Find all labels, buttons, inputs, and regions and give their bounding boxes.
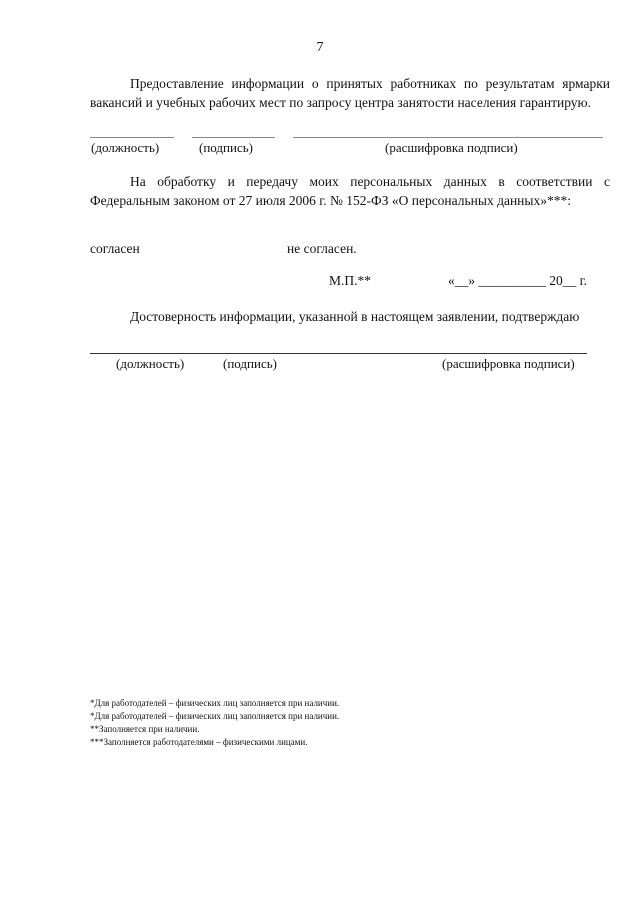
signature-label: (подпись)	[199, 140, 253, 155]
footnote: **Заполняется при наличии.	[90, 724, 200, 734]
personal-data-paragraph: На обработку и передачу моих персональных данных в соответствии с Федеральным законом от 27 июля 2006 г. № 152-ФЗ «О персональных данных»***:	[90, 174, 610, 208]
stamp-place-label: М.П.**	[329, 273, 372, 288]
confirmation-signature-line	[90, 353, 587, 354]
decoding-label-2: (расшифровка подписи)	[442, 356, 575, 371]
footnote: ***Заполняется работодателями – физическими лицами.	[90, 737, 308, 747]
signature-label-2: (подпись)	[223, 356, 277, 371]
confirmation-paragraph: Достоверность информации, указанной в настоящем заявлении, подтверждаю	[130, 309, 580, 324]
page-number: 7	[316, 40, 324, 55]
footnotes	[90, 697, 610, 749]
position-line	[90, 137, 174, 138]
consent-agree: согласен	[90, 241, 140, 256]
footnote: *Для работодателей – физических лиц заполняется при наличии.	[90, 711, 340, 721]
decoding-line	[293, 137, 603, 138]
date-field: «__» __________ 20__ г.	[448, 273, 588, 288]
footnote: *Для работодателей – физических лиц заполняется при наличии.	[90, 698, 340, 708]
signature-line	[192, 137, 275, 138]
guarantee-paragraph: Предоставление информации о принятых работниках по результатам ярмарки вакансий и учебных рабочих мест по запросу центра занятости населения гарантирую.	[90, 76, 610, 110]
consent-disagree: не согласен.	[287, 241, 357, 256]
decoding-label: (расшифровка подписи)	[385, 140, 518, 155]
position-label-2: (должность)	[116, 356, 185, 371]
position-label: (должность)	[91, 140, 160, 155]
